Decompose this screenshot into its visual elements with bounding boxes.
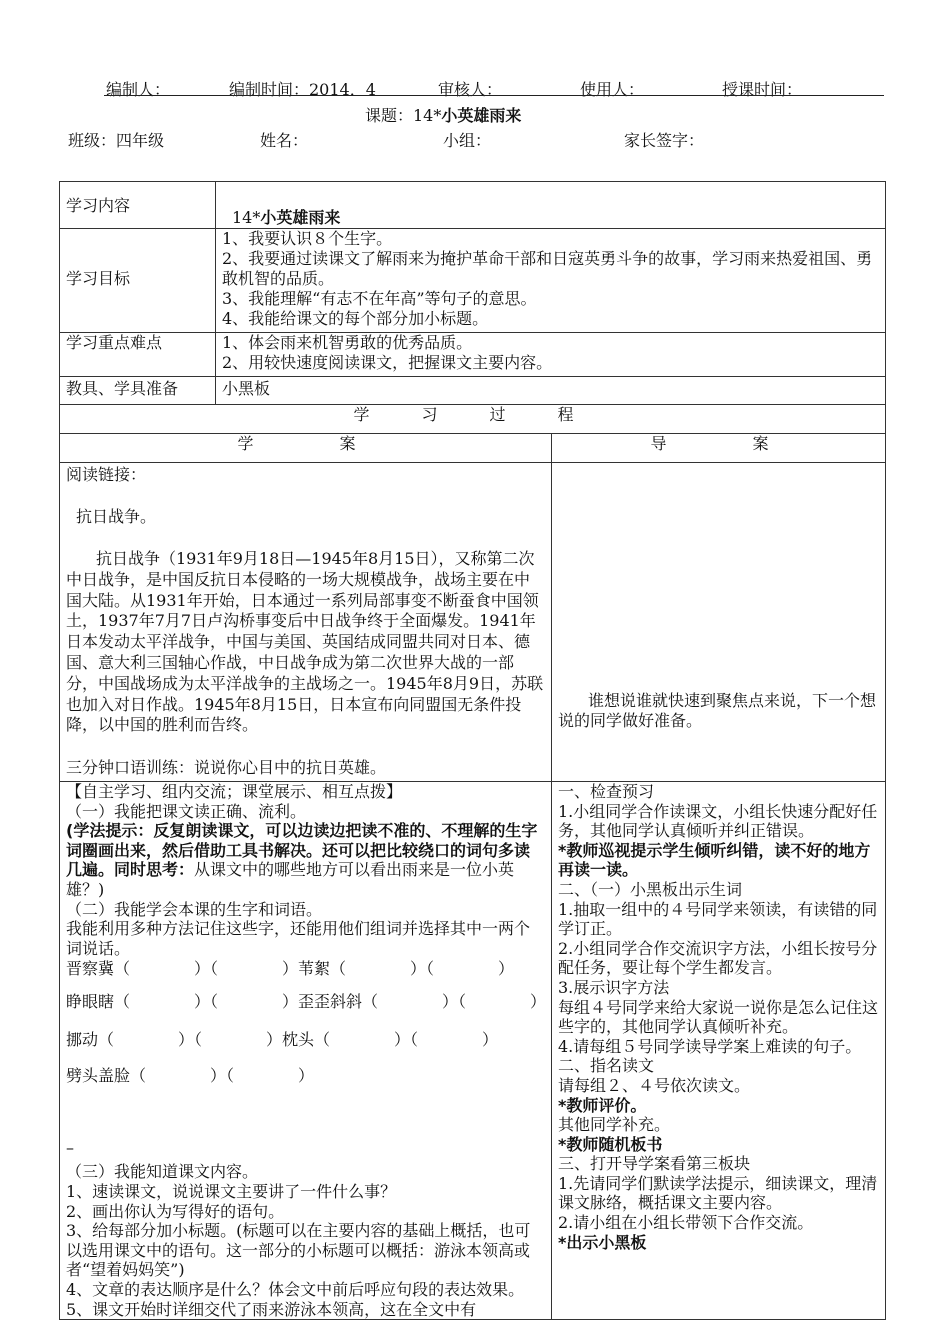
word-row-4: 劈头盖脸（ ）（ ） <box>66 1066 315 1086</box>
content-label: 学习内容 <box>60 182 216 229</box>
guide-line: *教师随机板书 <box>558 1134 663 1154</box>
lesson-plan-table <box>59 181 886 1320</box>
reading-title: 抗日战争。 <box>76 507 157 526</box>
guide-line: 1.抽取一组中的４号同学来领读，有读错的同学订正。 <box>558 899 878 939</box>
goals-label: 学习目标 <box>60 229 216 333</box>
process-title-row <box>60 405 886 434</box>
study-cell <box>60 782 552 1320</box>
reading-row <box>60 463 886 782</box>
name-label: 姓名： <box>260 131 309 150</box>
study-item-4: 4、文章的表达顺序是什么？体会文中前后呼应句段的表达效果。 <box>66 1279 525 1299</box>
guide-line: 二、指名读文 <box>558 1056 655 1076</box>
oral-training: 三分钟口语训练：说说你心目中的抗日英雄。 <box>66 758 387 778</box>
right-col-title: 导 案 <box>552 434 886 463</box>
column-title-row <box>60 434 886 463</box>
study-part1: （一）我能把课文读正确、流利。 <box>66 801 307 821</box>
word-row-2: 睁眼瞎（ ）（ ）歪歪斜斜（ ）（ ） <box>66 992 547 1012</box>
study-part3: （三）我能知道课文内容。 <box>66 1162 259 1182</box>
key-row <box>60 333 886 377</box>
dash: – <box>66 1138 74 1158</box>
content-value: 14*小英雄雨来 <box>216 182 886 229</box>
guide-line: 2.小组同学合作交流识字方法，小组长按号分配任务，要让每个学生都发言。 <box>558 938 878 978</box>
guide-line: 三、打开导学案看第三板块 <box>558 1154 751 1174</box>
reading-body: 抗日战争（1931年9月18日—1945年8月15日），又称第二次中日战争，是中国反抗日本侵略的一场大规模战争，战场主要在中国大陆。从1931年开始，日本通过一系列局部事变不断蚕食中国领土，1937年7月7日卢沟桥事变后中日战争终于全面爆发。1941年日本发动太平洋战争，中国与美国、英国结成同盟共同对日本、德国、意大利三国轴心作战，中日战争成为第二次世界大战的一部分，中国战场成为太平洋战争的主战场之一。1945年8月9日，苏联也加入对日作战。1945年8月15日，日本宣布向同盟国无条件投降，以中国的胜利而告终。 <box>66 549 544 735</box>
key-list: 1、体会雨来机智勇敢的优秀品质。 2、用较快速度阅读课文，把握课文主要内容。 <box>216 333 886 377</box>
goals-row <box>60 229 886 333</box>
guide-cell <box>552 782 886 1320</box>
guide-line: 1.先请同学们默读学法提示，细读课文，理清课文脉络，概括课文主要内容。 <box>558 1173 878 1213</box>
study-item-5: 5、课文开始时详细交代了雨来游泳本领高，这在全文中有 <box>66 1299 477 1319</box>
word-row-1: 晋察冀（ ）（ ）苇絮（ ）（ ） <box>66 959 515 979</box>
reading-guide: 谁想说谁就快速到聚焦点来说，下一个想说的同学做好准备。 <box>558 691 877 730</box>
topic-prefix: 课题：14* <box>365 106 442 125</box>
guide-line: 4.请每组５号同学读导学案上难读的句子。 <box>558 1036 862 1056</box>
guide-line: *教师评价。 <box>558 1095 647 1115</box>
study-item-1: 1、速读课文，说说课文主要讲了一件什么事？ <box>66 1181 397 1201</box>
parent-sign-label: 家长签字： <box>624 131 705 150</box>
goals-list: 1、我要认识８个生字。 2、我要通过读课文了解雨来为掩护革命干部和日寇英勇斗争的故事，学习雨来热爱祖国、勇敢机智的品质。 3、我能理解“有志不在年高”等句子的意思。 4、我能给课文的每个部分加小标题。 <box>216 229 886 333</box>
left-col-title: 学 案 <box>60 434 552 463</box>
reviewer-label: 审核人： <box>438 80 503 99</box>
study-row <box>60 782 886 1320</box>
class-label: 班级：四年级 <box>68 131 165 150</box>
study-part2: （二）我能学会本课的生字和词语。 <box>66 899 323 919</box>
guide-line: *教师巡视提示学生倾听纠错，读不好的地方再读一读。 <box>558 840 871 880</box>
study-item-3: 3、给每部分加小标题。(标题可以在主要内容的基础上概括，也可以选用课文中的语句。这一部分的小标题可以概括：游泳本领高或者“望着妈妈笑”) <box>66 1221 531 1280</box>
study-part2-desc: 我能利用多种方法记住这些字，还能用他们组词并选择其中一两个词说话。 <box>66 919 531 958</box>
guide-line: 每组４号同学来给大家说一说你是怎么记住这些字的，其他同学认真倾听补充。 <box>558 997 879 1037</box>
study-hint: (学法提示：反复朗读课文，可以边读边把读不准的、不理解的生字词圈画出来，然后借助工具书解决。还可以把比较绕口的词句多读几遍。同时思考：从课文中的哪些地方可以看出雨来是一位小英雄？) <box>66 821 538 899</box>
reading-cell <box>60 463 552 782</box>
study-heading: 【自主学习、组内交流；课堂展示、相互点拨】 <box>66 782 403 801</box>
guide-line: 二、（一）小黑板出示生词 <box>558 879 743 899</box>
compile-time-label: 编制时间：2014．4 <box>229 80 376 99</box>
tools-label: 教具、学具准备 <box>60 377 216 405</box>
tools-value: 小黑板 <box>216 377 886 405</box>
group-label: 小组： <box>443 131 492 150</box>
word-row-3: 挪动（ ）（ ）枕头（ ）（ ） <box>66 1030 499 1050</box>
compiler-label: 编制人： <box>106 80 171 99</box>
reading-intro: 阅读链接： <box>66 465 147 484</box>
process-title: 学 习 过 程 <box>60 405 886 434</box>
guide-line: *出示小黑板 <box>558 1232 647 1252</box>
guide-line: 其他同学补充。 <box>558 1115 671 1135</box>
header-rule <box>104 95 884 96</box>
topic-title: 小英雄雨来 <box>441 106 522 125</box>
class-time-label: 授课时间： <box>722 80 803 99</box>
content-row <box>60 182 886 229</box>
key-label: 学习重点难点 <box>60 333 216 377</box>
guide-line: 3.展示识字方法 <box>558 977 670 997</box>
tools-row <box>60 377 886 405</box>
guide-line: 1.小组同学合作读课文，小组长快速分配好任务，其他同学认真倾听并纠正错误。 <box>558 801 878 841</box>
guide-line: 一、检查预习 <box>558 782 655 801</box>
guide-line: 2.请小组在小组长带领下合作交流。 <box>558 1213 814 1233</box>
topic <box>365 103 521 126</box>
reading-guide-cell <box>552 463 886 782</box>
guide-line: 请每组２、４号依次读文。 <box>558 1075 751 1095</box>
study-item-2: 2、画出你认为写得好的语句。 <box>66 1201 285 1221</box>
user-label: 使用人： <box>580 80 645 99</box>
guide-list <box>558 782 879 1252</box>
